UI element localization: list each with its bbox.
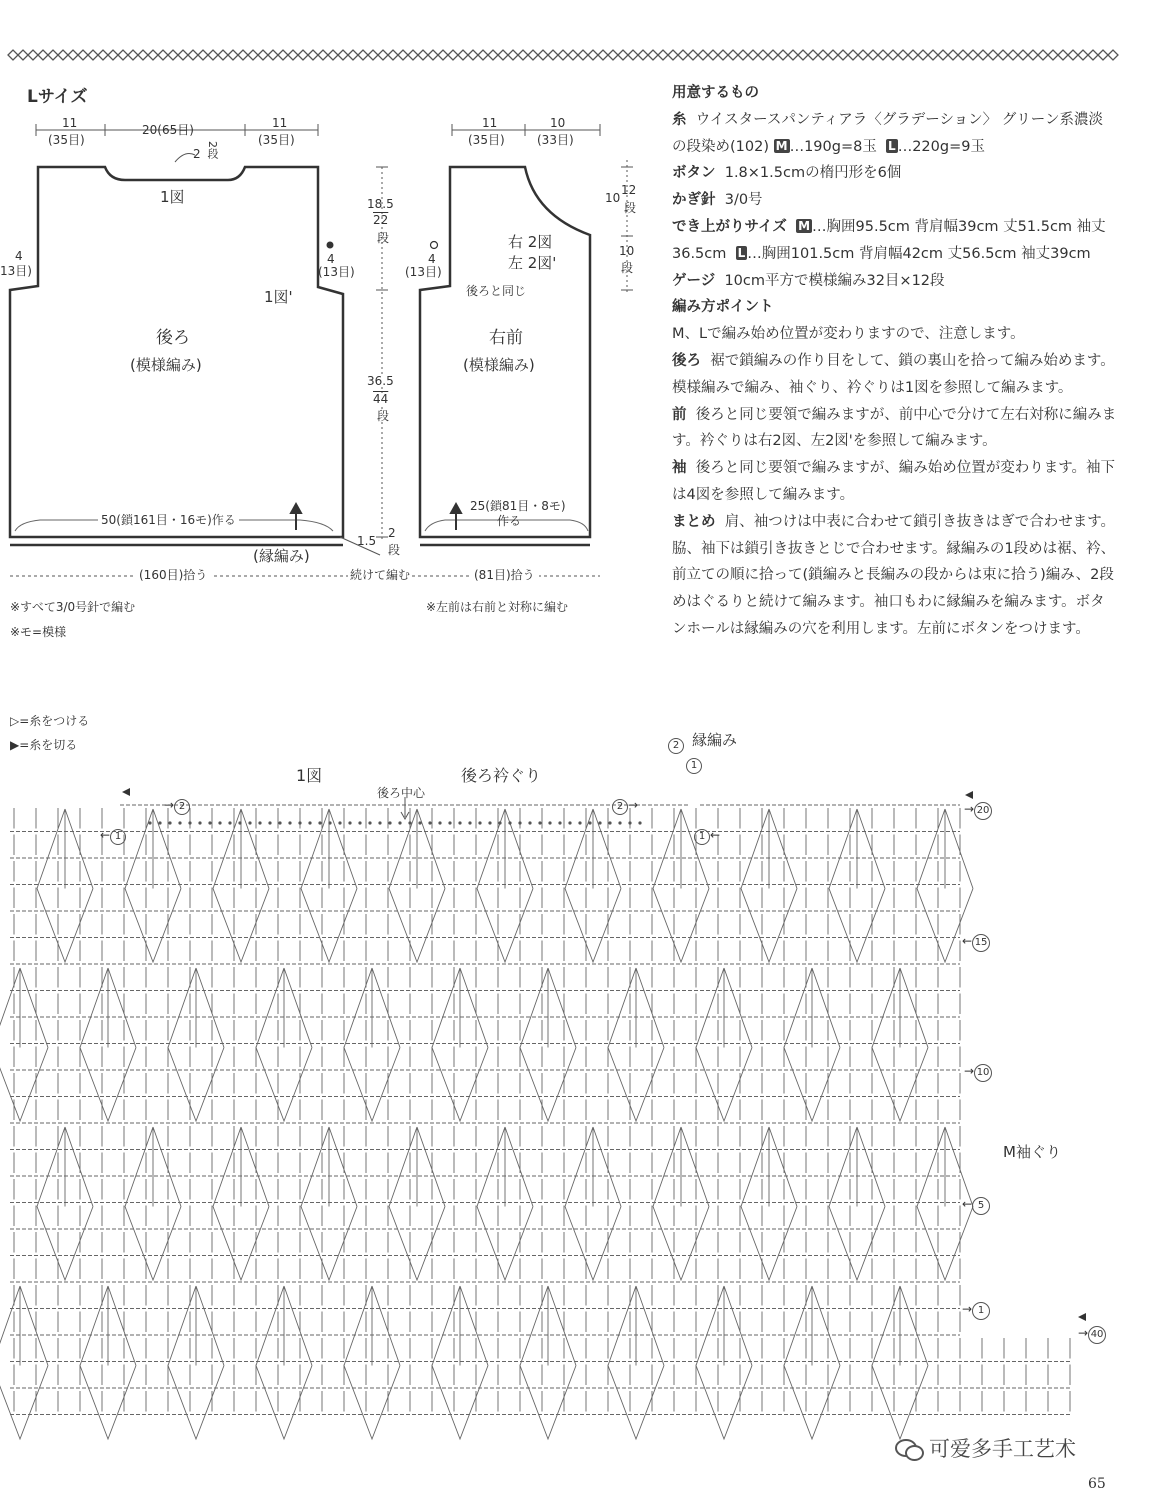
chart-edge-label: 縁編み	[692, 731, 738, 749]
edge-stitch	[568, 821, 571, 824]
attach-yarn-icon: ▷	[10, 714, 20, 728]
yarn-text: ウイスタースパンティアラ〈グラデーション〉 グリーン系濃淡の段染め(102)	[672, 111, 1103, 155]
border-diamond	[918, 50, 928, 60]
edge-stitch	[338, 821, 341, 824]
fan-motif	[829, 1127, 885, 1207]
edge-stitch	[378, 821, 381, 824]
front-right-stitches: (33目)	[537, 133, 574, 147]
diamond-motif	[784, 1366, 840, 1440]
front-same-as-back: 後ろと同じ	[466, 284, 527, 298]
back-start-chain: 50(鎖161目・16モ)作る	[98, 514, 239, 526]
border-diamond	[1098, 50, 1108, 60]
edge-stitch	[348, 821, 351, 824]
button-text: 1.8×1.5cmの楕円形を6個	[724, 165, 902, 182]
page-number: 65	[1088, 1476, 1106, 1492]
fan-motif	[696, 968, 752, 1048]
materials-and-instructions	[672, 80, 1117, 643]
border-diamond	[1058, 50, 1068, 60]
fan-motif	[37, 809, 93, 889]
row-marker-10: → 10	[964, 1064, 992, 1082]
edge-stitch	[528, 821, 531, 824]
front-fig2p-label: 左 2図'	[508, 254, 557, 272]
fan-motif	[477, 1127, 533, 1207]
center-edge-height: 1.5	[357, 534, 377, 548]
edge-stitch	[208, 821, 211, 824]
diamond-motif	[653, 1207, 709, 1281]
edge-stitch	[278, 821, 281, 824]
fan-motif	[917, 1127, 973, 1207]
back-side-left: 4	[15, 249, 23, 263]
diamond-motif	[829, 889, 885, 963]
border-diamond	[968, 50, 978, 60]
fan-motif	[608, 1286, 664, 1366]
fan-motif	[301, 809, 357, 889]
back-left-stitches: (35目)	[48, 133, 85, 147]
size-l-text: …胸囲101.5cm 背肩幅42cm 丈56.5cm 袖丈39cm	[747, 245, 1091, 262]
diamond-motif	[80, 1048, 136, 1122]
edge-top-2: 2	[668, 738, 684, 754]
fan-motif	[389, 809, 445, 889]
border-diamond	[678, 50, 688, 60]
front-left-width: 11	[482, 116, 498, 130]
size-m-badge-2: M	[798, 218, 811, 233]
back-fig1-label: 1図	[160, 188, 185, 206]
edge-stitch	[148, 821, 151, 824]
front-start-chain-make: 作る	[497, 514, 522, 528]
border-diamond	[718, 50, 728, 60]
edge-stitch	[618, 821, 621, 824]
diamond-motif	[653, 889, 709, 963]
back-instr-text: 裾で鎖編みの作り目をして、鎖の裏山を拾って編み始めます。模様編みで編み、袖ぐり、衿ぐりは1図を参照して編みます。	[672, 352, 1115, 396]
center-continue: 続けて編む	[350, 568, 411, 582]
border-diamond	[748, 50, 758, 60]
finish-instr-text: 肩、袖つけは中表に合わせて鎖引き抜きはぎで合わせます。脇、袖下は鎖引き抜きとじで合わせます。縁編みの1段めは裾、衿、前立ての順に拾って(鎖編みと長編みの段からは束に拾う)編み、2段めはぐるりと続けて編みます。袖口もわに縁編みを編みます。ボタンホールは縁編みの穴を利用します。左前にボタンをつけます。	[672, 513, 1116, 637]
diamond-motif	[432, 1048, 488, 1122]
front-fig2-label: 右 2図	[508, 233, 553, 251]
border-diamond	[728, 50, 738, 60]
border-diamond	[908, 50, 918, 60]
edge-stitch	[498, 821, 501, 824]
edge-stitch	[238, 821, 241, 824]
diamond-motif	[213, 889, 269, 963]
edge-row-1-left: ← 1	[100, 829, 126, 845]
border-diamond	[928, 50, 938, 60]
front-neck-height: 10	[605, 191, 621, 205]
fan-motif	[565, 1127, 621, 1207]
edge-stitch	[628, 821, 631, 824]
diamond-motif	[0, 1366, 48, 1440]
back-neck-rows: 2	[193, 147, 201, 161]
size-l-badge-2: L	[737, 245, 746, 260]
fan-motif	[80, 968, 136, 1048]
back-piece-outline	[10, 167, 343, 537]
diamond-motif	[741, 1207, 797, 1281]
edge-stitch	[198, 821, 201, 824]
stitch-chart	[0, 737, 1167, 1497]
border-diamond	[768, 50, 778, 60]
fan-motif	[696, 1286, 752, 1366]
row-marker-40: → 40	[1078, 1326, 1106, 1344]
diamond-motif	[520, 1048, 576, 1122]
edge-stitch	[398, 821, 401, 824]
note-hook: ※すべて3/0号針で編む	[10, 600, 136, 614]
watermark	[895, 1433, 1076, 1463]
diamond-motif	[829, 1207, 885, 1281]
legend-cut: ▶=糸を切る	[10, 738, 78, 752]
diamond-motif	[872, 1366, 928, 1440]
border-diamond	[798, 50, 808, 60]
edge-stitch	[478, 821, 481, 824]
diamond-motif	[0, 1048, 48, 1122]
edge-stitch	[288, 821, 291, 824]
edge-stitch	[588, 821, 591, 824]
cut-yarn-mark	[1078, 1313, 1086, 1321]
size-m-badge: M	[775, 138, 788, 153]
fan-motif	[741, 1127, 797, 1207]
edge-stitch	[368, 821, 371, 824]
diamond-motif	[520, 1366, 576, 1440]
border-diamond	[708, 50, 718, 60]
front-neck-rows: 12	[621, 183, 637, 197]
border-diamond	[938, 50, 948, 60]
center-height2-unit: 段	[377, 409, 390, 423]
front-pick-stitches: (81目)拾う	[470, 569, 539, 581]
row-marker-1: → 1	[962, 1302, 990, 1320]
border-diamond	[1068, 50, 1078, 60]
fan-motif	[520, 1286, 576, 1366]
fan-motif	[344, 1286, 400, 1366]
fan-motif	[829, 809, 885, 889]
back-neck-rows-unit: 2段	[206, 141, 219, 159]
fan-motif	[565, 809, 621, 889]
edge-stitch	[178, 821, 181, 824]
edge-stitch	[438, 821, 441, 824]
fan-motif	[213, 809, 269, 889]
edge-stitch	[578, 821, 581, 824]
row-marker-20: → 20	[964, 802, 992, 820]
border-diamond	[818, 50, 828, 60]
diamond-motif	[432, 1366, 488, 1440]
sleeve-instr-text: 後ろと同じ要領で編みますが、編み始め位置が変わります。袖下は4図を参照して編みます。	[672, 460, 1116, 503]
diamond-motif	[696, 1366, 752, 1440]
instructions-heading: 編み方ポイント	[672, 299, 774, 316]
diamond-motif	[477, 889, 533, 963]
fan-motif	[784, 1286, 840, 1366]
back-title: 後ろ	[156, 328, 190, 348]
border-diamond	[988, 50, 998, 60]
edge-stitch	[298, 821, 301, 824]
back-neck-width: 20(65目)	[142, 123, 194, 137]
diamond-motif	[741, 889, 797, 963]
border-diamond	[828, 50, 838, 60]
fan-motif	[168, 968, 224, 1048]
border-diamond	[1018, 50, 1028, 60]
border-diamond	[948, 50, 958, 60]
diamond-motif	[301, 889, 357, 963]
front-start-chain: 25(鎖81目・8モ)	[470, 499, 566, 513]
watermark-text: 可爱多手工艺术	[929, 1437, 1076, 1461]
diamond-motif	[125, 1207, 181, 1281]
diamond-motif	[477, 1207, 533, 1281]
edge-row-2-right: 2 →	[612, 799, 638, 815]
diamond-motif	[872, 1048, 928, 1122]
back-edge-label: (縁編み)	[253, 547, 310, 565]
note-motif: ※モ=模様	[10, 625, 67, 639]
edge-stitch	[448, 821, 451, 824]
edge-stitch	[538, 821, 541, 824]
fan-motif	[872, 968, 928, 1048]
center-height2-rows: 44	[373, 392, 389, 406]
fan-motif	[653, 809, 709, 889]
fan-motif	[608, 968, 664, 1048]
yarn-label: 糸	[672, 111, 687, 128]
edge-row-1-right: 1 ←	[694, 829, 720, 845]
fan-motif	[80, 1286, 136, 1366]
legend-attach: ▷=糸をつける	[10, 714, 90, 728]
diamond-motif	[168, 1048, 224, 1122]
finished-size-label: でき上がりサイズ	[672, 218, 787, 235]
diamond-motif	[80, 1366, 136, 1440]
border-diamond	[1108, 50, 1118, 60]
fan-motif	[125, 809, 181, 889]
center-edge-unit: 段	[388, 543, 401, 557]
edge-stitch	[458, 821, 461, 824]
fan-motif	[256, 968, 312, 1048]
border-diamond	[888, 50, 898, 60]
edge-stitch	[168, 821, 171, 824]
fan-motif	[741, 809, 797, 889]
fan-motif	[256, 1286, 312, 1366]
front-piece-outline	[420, 167, 590, 537]
chart-m-armhole: M袖ぐり	[1003, 1143, 1061, 1161]
front-neck-rows2: 10	[619, 244, 635, 258]
fan-motif	[0, 968, 48, 1048]
edge-stitch	[268, 821, 271, 824]
row-marker-5: ← 5	[962, 1197, 990, 1215]
back-right-width: 11	[272, 116, 288, 130]
border-diamond	[848, 50, 858, 60]
materials-heading: 用意するもの	[672, 85, 759, 101]
edge-stitch	[258, 821, 261, 824]
front-neck-unit: 段	[624, 201, 637, 215]
edge-stitch	[608, 821, 611, 824]
edge-stitch	[218, 821, 221, 824]
size-l-badge: L	[888, 138, 896, 153]
border-diamond	[898, 50, 908, 60]
front-instr-label: 前	[672, 406, 687, 423]
border-diamond	[758, 50, 768, 60]
border-diamond	[858, 50, 868, 60]
cut-yarn-mark	[122, 788, 130, 796]
wechat-icon	[895, 1437, 923, 1459]
border-diamond	[738, 50, 748, 60]
diamond-motif	[168, 1366, 224, 1440]
diamond-motif	[917, 1207, 973, 1281]
fan-motif	[301, 1127, 357, 1207]
fan-motif	[0, 1286, 48, 1366]
diamond-motif	[784, 1048, 840, 1122]
edge-stitch	[388, 821, 391, 824]
back-side-left-stitches: 13目)	[0, 264, 32, 278]
diamond-motif	[256, 1048, 312, 1122]
front-left-stitches: (35目)	[468, 133, 505, 147]
note-symmetric: ※左前は右前と対称に編む	[426, 600, 569, 614]
edge-stitch	[228, 821, 231, 824]
border-diamond	[978, 50, 988, 60]
front-neck-unit2: 段	[621, 261, 634, 275]
front-subtitle: (模様編み)	[463, 356, 535, 374]
diamond-motif	[565, 889, 621, 963]
center-edge-rows: 2	[388, 526, 396, 540]
sleeve-instr-label: 袖	[672, 460, 687, 477]
edge-stitch	[548, 821, 551, 824]
hook-label: かぎ針	[672, 192, 716, 209]
fan-motif	[520, 968, 576, 1048]
back-pick-stitches: (160目)拾う	[135, 569, 211, 581]
fan-motif	[653, 1127, 709, 1207]
diamond-motif	[389, 1207, 445, 1281]
button-label: ボタン	[672, 165, 716, 182]
border-diamond	[1028, 50, 1038, 60]
back-right-stitches: (35目)	[258, 133, 295, 147]
edge-stitch	[558, 821, 561, 824]
border-diamond	[998, 50, 1008, 60]
fan-motif	[872, 1286, 928, 1366]
center-height1-rows: 22	[373, 213, 389, 227]
front-title: 右前	[489, 328, 523, 348]
diamond-motif	[37, 1207, 93, 1281]
back-instr-label: 後ろ	[672, 352, 701, 369]
diamond-motif	[213, 1207, 269, 1281]
edge-stitch	[598, 821, 601, 824]
edge-stitch	[318, 821, 321, 824]
gauge-text: 10cm平方で模様編み32目×12段	[724, 272, 945, 289]
border-diamond	[958, 50, 968, 60]
border-diamond	[1078, 50, 1088, 60]
border-diamond	[688, 50, 698, 60]
border-diamond	[1008, 50, 1018, 60]
edge-stitch	[358, 821, 361, 824]
edge-stitch	[428, 821, 431, 824]
front-right-width: 10	[550, 116, 566, 130]
border-diamond	[808, 50, 818, 60]
border-diamond	[838, 50, 848, 60]
back-fig1p-label: 1図'	[264, 288, 293, 306]
center-height2: 36.5	[367, 374, 394, 388]
diamond-motif	[344, 1048, 400, 1122]
border-diamond	[878, 50, 888, 60]
edge-top-1: 1	[686, 758, 702, 774]
diamond-motif	[608, 1048, 664, 1122]
edge-stitch	[308, 821, 311, 824]
fan-motif	[168, 1286, 224, 1366]
chart-fig-label: 1図	[296, 766, 323, 785]
fan-motif	[477, 809, 533, 889]
cut-yarn-icon: ▶	[10, 738, 20, 752]
border-diamond	[668, 50, 678, 60]
hook-text: 3/0号	[724, 192, 763, 209]
front-instr-text: 後ろと同じ要領で編みますが、前中心で分けて左右対称に編みます。衿ぐりは右2図、左2図'を参照して編みます。	[672, 406, 1117, 450]
size-m-text: …胸囲95.5cm 背肩幅39cm 丈51.5cm 袖丈36.5cm	[672, 218, 1106, 262]
edge-stitch	[188, 821, 191, 824]
instructions-intro: M、Lで編み始め位置が変わりますので、注意します。	[672, 326, 1025, 343]
edge-stitch	[518, 821, 521, 824]
chart-title: 後ろ衿ぐり	[461, 766, 542, 785]
size-label: Lサイズ	[27, 87, 88, 107]
edge-row-2-left: → 2	[164, 799, 190, 815]
fan-motif	[344, 968, 400, 1048]
edge-stitch	[158, 821, 161, 824]
fan-motif	[389, 1127, 445, 1207]
center-height1: 18.5	[367, 197, 394, 211]
border-diamond	[868, 50, 878, 60]
diamond-motif	[301, 1207, 357, 1281]
center-arrow	[401, 797, 409, 819]
fan-motif	[125, 1127, 181, 1207]
border-diamond	[778, 50, 788, 60]
fan-motif	[432, 1286, 488, 1366]
diamond-motif	[125, 889, 181, 963]
edge-stitch	[488, 821, 491, 824]
fan-motif	[784, 968, 840, 1048]
gauge-label: ゲージ	[672, 272, 716, 289]
fan-motif	[37, 1127, 93, 1207]
chart-center-label: 後ろ中心	[377, 786, 426, 800]
center-height1-unit: 段	[377, 231, 390, 245]
edge-stitch	[508, 821, 511, 824]
finish-instr-label: まとめ	[672, 513, 716, 530]
cut-yarn-mark	[965, 791, 973, 799]
back-side-right: 4	[327, 252, 335, 266]
fan-motif	[917, 809, 973, 889]
edge-stitch	[408, 821, 411, 824]
yarn-m-amount: …190g=8玉	[789, 138, 877, 155]
front-side: 4	[428, 252, 436, 266]
diamond-motif	[389, 889, 445, 963]
garment-schematics	[0, 0, 660, 650]
back-subtitle: (模様編み)	[130, 356, 202, 374]
edge-stitch	[638, 821, 641, 824]
fan-motif	[213, 1127, 269, 1207]
diamond-motif	[256, 1366, 312, 1440]
fan-motif	[432, 968, 488, 1048]
border-diamond	[1048, 50, 1058, 60]
edge-stitch	[468, 821, 471, 824]
edge-stitch	[248, 821, 251, 824]
border-diamond	[1088, 50, 1098, 60]
back-side-right-stitches: (13目)	[318, 265, 355, 279]
row-marker-15: ← 15	[962, 934, 990, 952]
yarn-l-amount: …220g=9玉	[897, 138, 985, 155]
front-side-stitches: (13目)	[405, 265, 442, 279]
edge-stitch	[418, 821, 421, 824]
border-diamond	[1038, 50, 1048, 60]
diamond-motif	[37, 889, 93, 963]
border-diamond	[698, 50, 708, 60]
edge-stitch	[328, 821, 331, 824]
back-left-width: 11	[62, 116, 78, 130]
diamond-motif	[696, 1048, 752, 1122]
diamond-motif	[565, 1207, 621, 1281]
diamond-motif	[608, 1366, 664, 1440]
border-diamond	[788, 50, 798, 60]
diamond-motif	[344, 1366, 400, 1440]
